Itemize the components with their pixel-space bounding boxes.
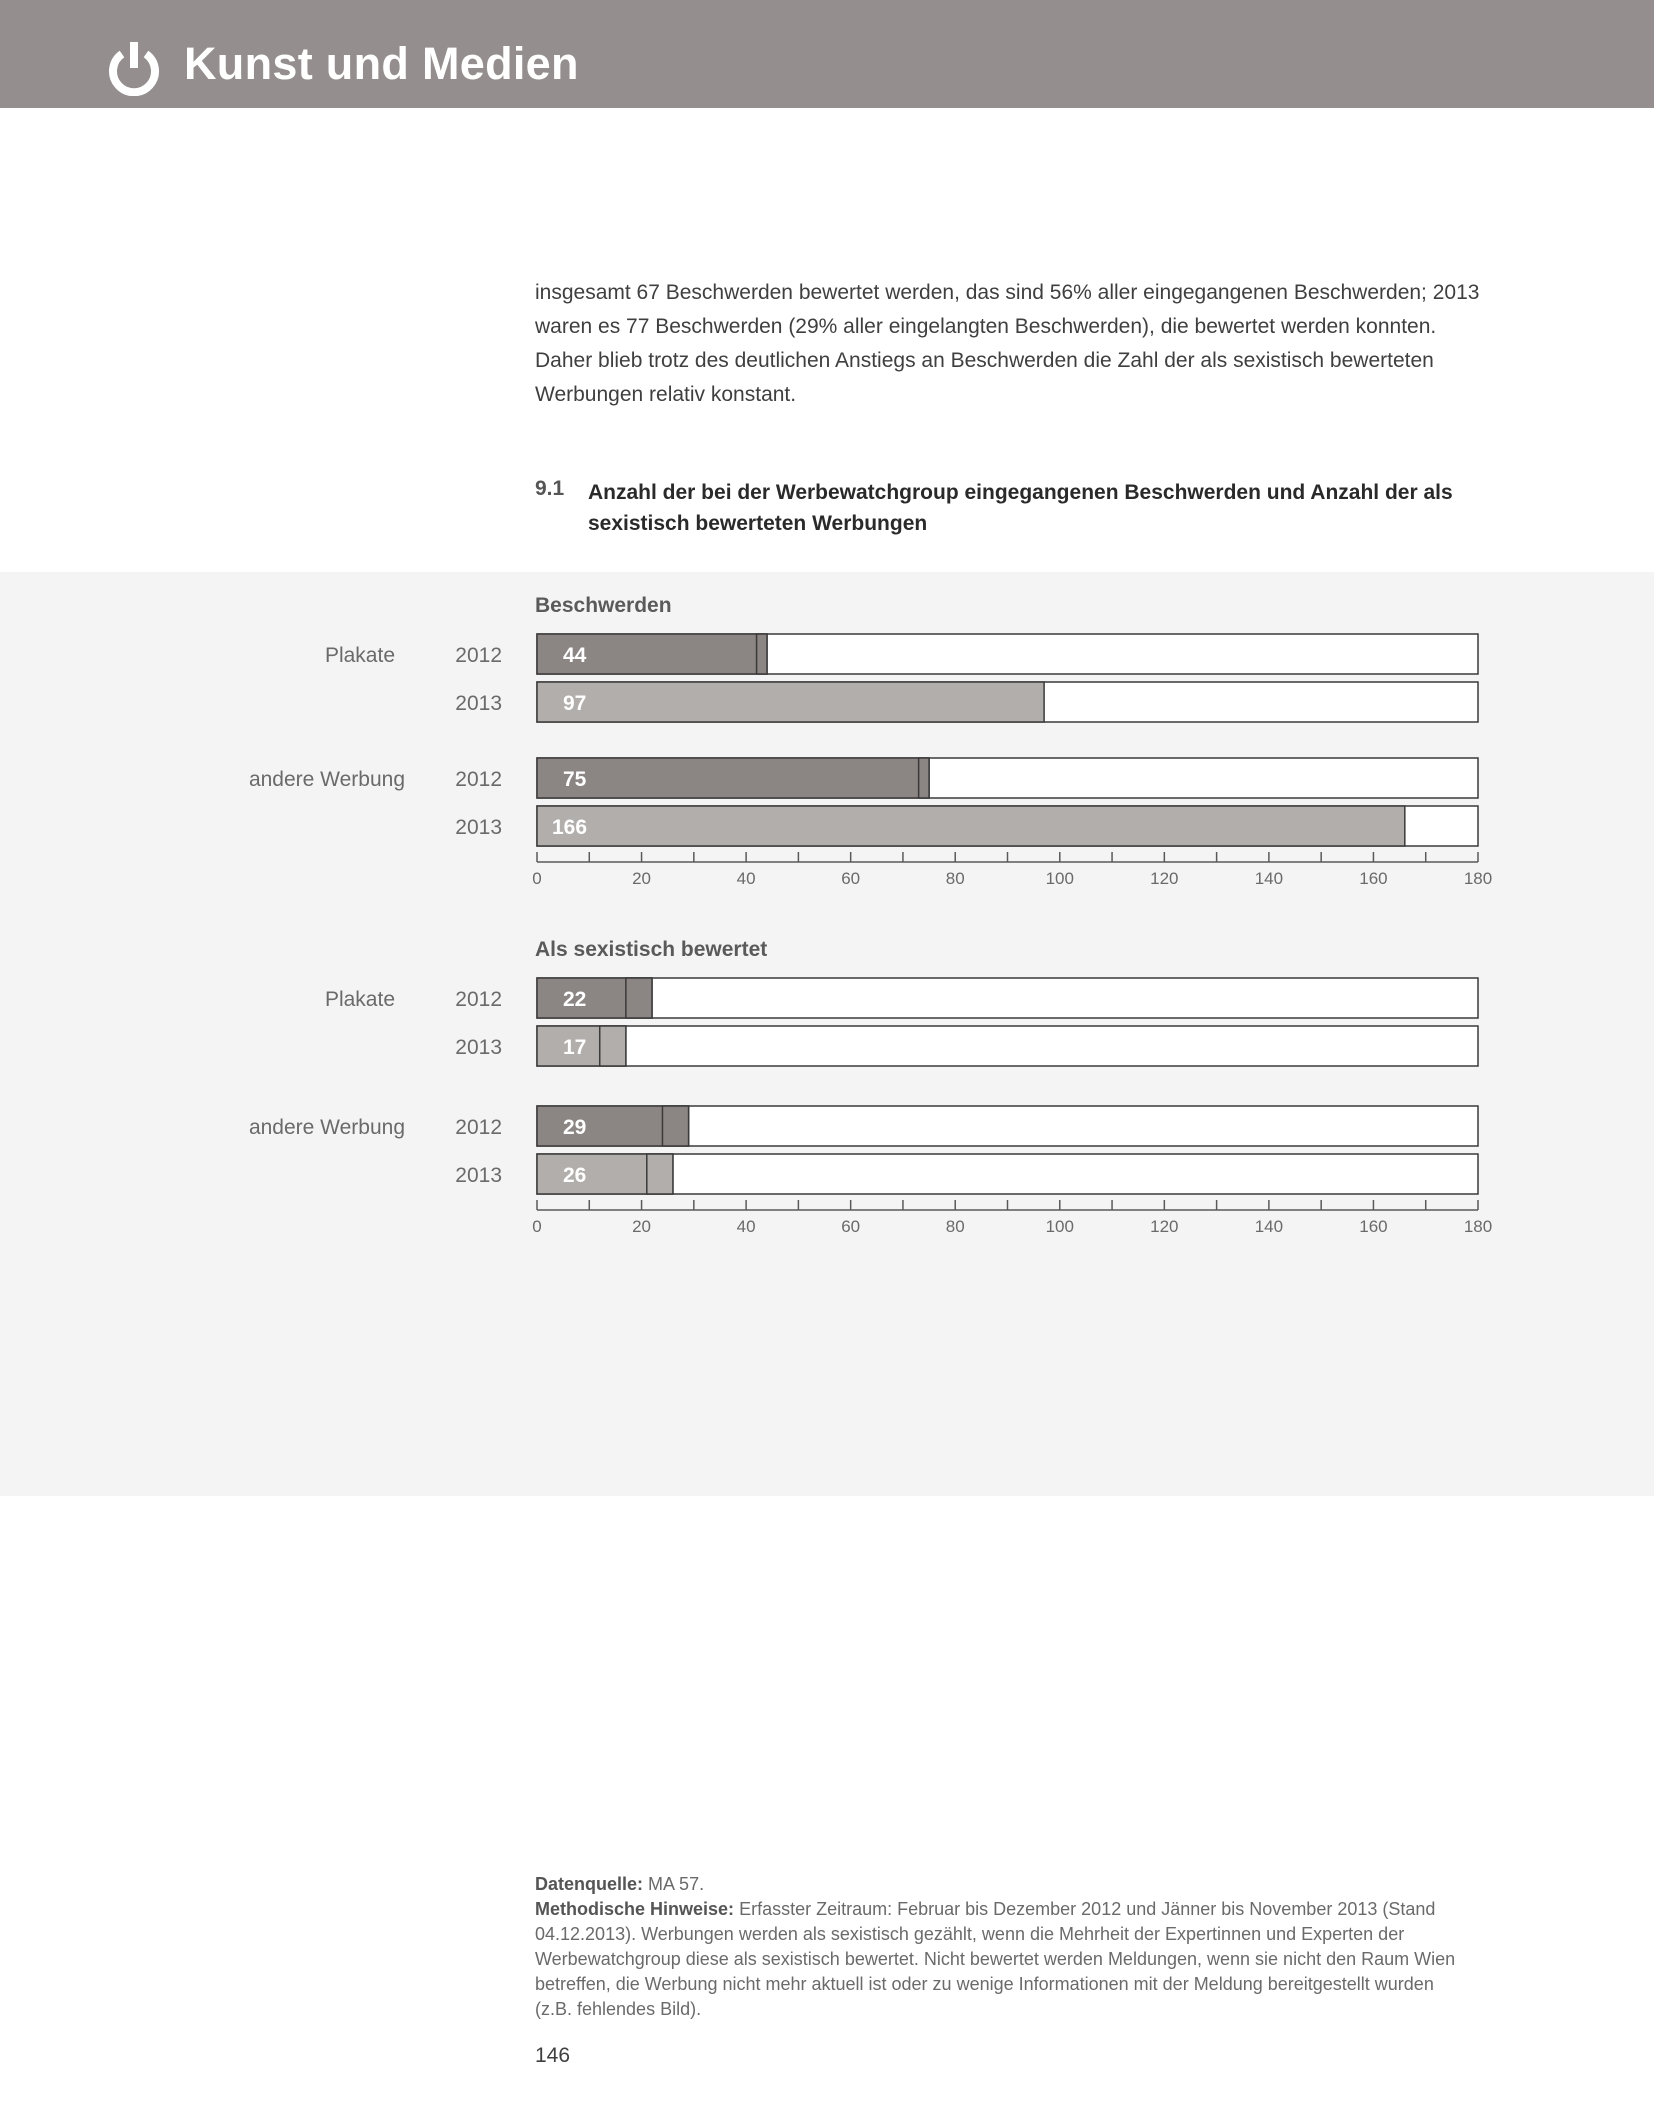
x-tick-label: 140	[1254, 869, 1284, 888]
x-tick-label: 0	[532, 869, 542, 888]
bar-track	[537, 978, 1478, 1018]
bar-end-segment	[626, 978, 652, 1018]
chart-panel	[0, 572, 1654, 2019]
bar-end-segment	[647, 1154, 673, 1194]
year-label: 2013	[455, 1036, 502, 1059]
data-label: 17	[563, 1036, 587, 1059]
x-tick-label: 140	[1254, 1217, 1284, 1236]
year-label: 2013	[455, 1164, 502, 1187]
page-header	[0, 0, 1654, 108]
x-tick-label: 120	[1150, 869, 1179, 888]
x-tick-label: 100	[1045, 869, 1074, 888]
x-tick-label: 100	[1045, 1217, 1074, 1236]
data-label: 22	[563, 988, 587, 1011]
group-label: Plakate	[324, 644, 395, 667]
x-tick-label: 80	[945, 869, 965, 888]
x-tick-label: 0	[532, 1217, 542, 1236]
method-line	[535, 1897, 1465, 2022]
year-label: 2012	[455, 1116, 502, 1139]
group-label: andere Werbung	[248, 768, 405, 791]
x-tick-label: 20	[632, 869, 652, 888]
page-number: 146	[535, 2044, 571, 2067]
section-title: Kunst und Medien	[184, 38, 579, 89]
bar-end-segment	[919, 758, 929, 798]
x-tick-label: 40	[736, 869, 756, 888]
source-label: Datenquelle:	[535, 1874, 644, 1894]
x-tick-label: 120	[1150, 1217, 1179, 1236]
power-icon	[107, 40, 161, 96]
chart-title: Beschwerden	[535, 594, 672, 617]
year-label: 2013	[455, 816, 502, 839]
bar-end-segment	[600, 1026, 626, 1066]
data-label: 26	[563, 1164, 587, 1187]
bar-track	[537, 1154, 1478, 1194]
source-value: MA 57.	[648, 1874, 705, 1894]
bar-chart	[0, 572, 1654, 1292]
bar-end-segment	[662, 1106, 688, 1146]
x-tick-label: 160	[1359, 1217, 1388, 1236]
x-tick-label: 160	[1359, 869, 1388, 888]
bar-track	[537, 1026, 1478, 1066]
x-tick-label: 20	[632, 1217, 652, 1236]
bar	[537, 682, 1044, 722]
figure-number: 9.1	[535, 477, 565, 500]
data-label: 75	[563, 768, 587, 791]
bar	[537, 806, 1405, 846]
year-label: 2012	[455, 768, 502, 791]
chart-notes	[535, 1872, 1465, 2022]
x-tick-label: 180	[1463, 869, 1493, 888]
x-tick-label: 60	[841, 1217, 861, 1236]
intro-paragraph: insgesamt 67 Beschwerden bewertet werden, das sind 56% aller eingegangenen Beschwerden; 2013 waren es 77 Beschwerden (29% aller eingelangten Beschwerden), die bewertet werden konnten. Daher blieb trotz des deutlichen Anstiegs an Beschwerden die Zahl der als sexistisch bewerteten Werbungen relativ konstant.	[535, 281, 1480, 406]
x-tick-label: 180	[1463, 1217, 1493, 1236]
data-label: 166	[552, 816, 588, 839]
method-text: Erfasster Zeitraum: Februar bis Dezember 2012 und Jänner bis November 2013 (Stand 04.12.2013). Werbungen werden als sexistisch gezählt, wenn die Mehrheit der Expertinnen und Experten der Werbewatchgroup diese als sexistisch bewertet. Nicht bewertet werden Meldungen, wenn sie nicht den Raum Wien betreffen, die Werbung nicht mehr aktuell ist oder zu wenige Informationen mit der Meldung bereitgestellt wurden (z.B. fehlendes Bild).	[535, 1899, 1456, 2019]
bar-end-segment	[757, 634, 767, 674]
year-label: 2013	[455, 692, 502, 715]
data-label: 97	[563, 692, 587, 715]
bar	[537, 758, 929, 798]
data-label: 44	[563, 644, 587, 667]
year-label: 2012	[455, 644, 502, 667]
chart-title: Als sexistisch bewertet	[535, 938, 768, 961]
data-label: 29	[563, 1116, 587, 1139]
x-tick-label: 80	[945, 1217, 965, 1236]
group-label: andere Werbung	[248, 1116, 405, 1139]
x-tick-label: 40	[736, 1217, 756, 1236]
x-tick-label: 60	[841, 869, 861, 888]
source-line	[535, 1872, 1465, 1897]
method-label: Methodische Hinweise:	[535, 1899, 735, 1919]
year-label: 2012	[455, 988, 502, 1011]
group-label: Plakate	[324, 988, 395, 1011]
figure-title: Anzahl der bei der Werbewatchgroup eingegangenen Beschwerden und Anzahl der als sexistisch bewerteten Werbungen	[588, 481, 1453, 535]
